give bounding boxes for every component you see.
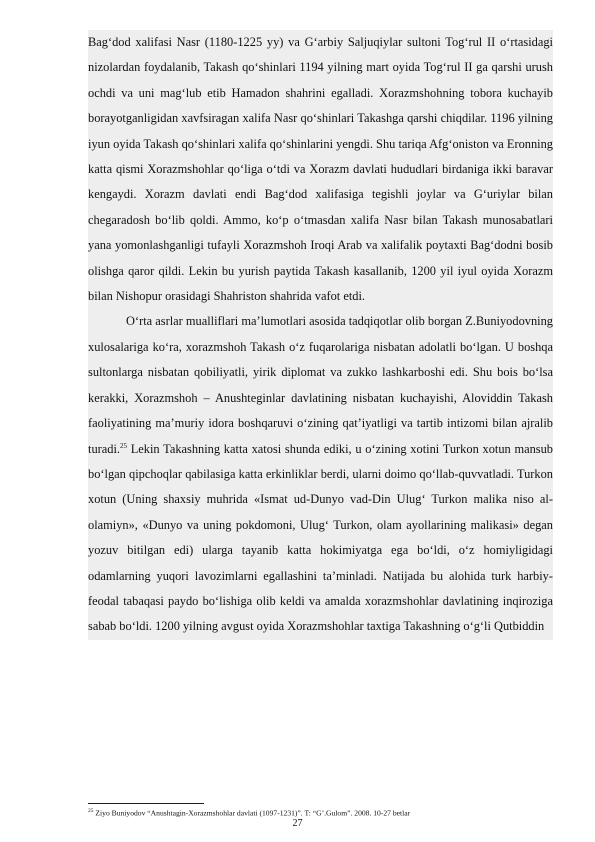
footnote-divider [88,803,204,804]
body-text [88,30,553,640]
paragraph-2-text-before: O‘rta asrlar mualliflari ma’lumotlari asosida tadqiqotlar olib borgan Z.Buniyodovning xulosalariga ko‘ra, xorazmshoh Takash o‘z fuqarolariga nisbatan adolatli bo‘lgan. U boshqa sultonlarga nisbatan qobiliyatli, yirik diplomat va zukko lashkarboshi edi. Shu bois bo‘lsa kerakki, Xorazmshoh – Anushteginlar davlatining nisbatan kuchayishi, Aloviddin Takash faoliyatining ma’muriy idora boshqaruvi o‘zining qat’iyatligi va tartib intizomi bilan ajralib turadi. [88,314,553,456]
footnote [88,806,553,819]
paragraph-1: Bag‘dod xalifasi Nasr (1180-1225 yy) va G‘arbiy Saljuqiylar sultoni Tog‘rul II o‘rtasidagi nizolardan foydalanib, Takash qo‘shinlari 1194 yilning mart oyida Tog‘rul II ga qarshi urush ochdi va uni mag‘lub etib Hamadon shahrini egalladi. Xorazmshohning tobora kuchayib borayotganligidan xavfsiragan xalifa Nasr qo‘shinlari Takashga qarshi chiqdilar. 1196 yilning iyun oyida Takash qo‘shinlari xalifa qo‘shinlarini yengdi. Shu tariqa Afg‘oniston va Eronning katta qismi Xorazmshohlar qo‘liga o‘tdi va Xorazm davlati hududlari birdaniga ikki baravar kengaydi. Xorazm davlati endi Bag‘dod xalifasiga tegishli joylar va G‘uriylar bilan chegaradosh bo‘lib qoldi. Ammo, ko‘p o‘tmasdan xalifa Nasr bilan Takash munosabatlari yana yomonlashganligi tufayli Xorazmshoh Iroqi Arab va xalifalik poytaxti Bag‘dodni bosib olishga qaror qildi. Lekin bu yurish paytida Takash kasallanib, 1200 yil iyul oyida Xorazm bilan Nishopur orasidagi Shahriston shahrida vafot etdi. [88,30,553,309]
paragraph-2-text-after: Lekin Takashning katta xatosi shunda ediki, u o‘zining xotini Turkon xotun mansub bo‘lgan qipchoqlar qabilasiga katta erkinliklar berdi, ularni doimo qo‘llab-quvvatladi. Turkon xotun (Uning shaxsiy muhrida «Ismat ud-Dunyo vad-Din Ulug‘ Turkon malika niso al-olamiyn», «Dunyo va uning pokdomoni, Ulug‘ Turkon, olam ayollarining malikasi» degan yozuv bitilgan edi) ularga tayanib katta hokimiyatga ega bo‘ldi, o‘z homiyligidagi odamlarning yuqori lavozimlarni egallashini ta’minladi. Natijada bu alohida turk harbiy-feodal tabaqasi paydo bo‘lishiga olib keldi va amalda xorazmshohlar davlatining inqiroziga sabab bo‘ldi. 1200 yilning avgust oyida Xorazmshohlar taxtiga Takashning o‘g‘li Qutbiddin [88,441,553,634]
paragraph-2 [88,309,553,639]
footnote-text: Ziyo Buniyodov “Anushtagin-Xorazmshohlar davlati (1097-1231)”. T: “G’.Gulom”. 2008. 10-27 betlar [93,808,411,818]
page-number: 27 [292,818,303,829]
footnote-number: 25 [88,808,94,814]
footnote-reference[interactable]: 25 [120,441,127,450]
